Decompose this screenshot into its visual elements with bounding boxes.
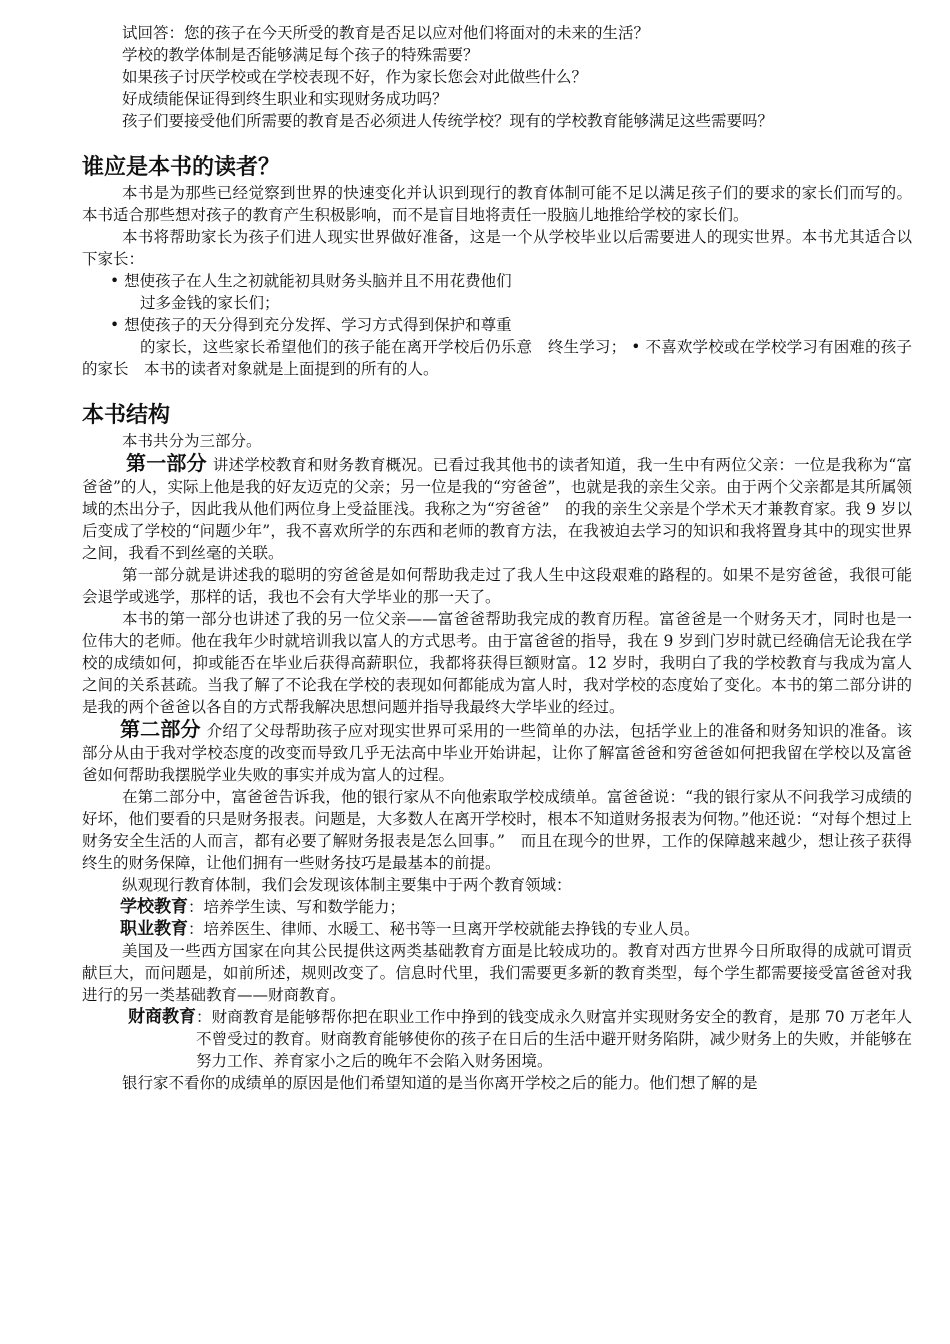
readers-paragraph-1: 本书是为那些已经觉察到世界的快速变化并认识到现行的教育体制可能不足以满足孩子们的要求的家长们而写的。本书适合那些想对孩子的教育产生积极影响，而不是盲目地将责任一股脑儿地推给学校的家长们。: [82, 184, 912, 224]
school-education-label: 学校教育: [120, 897, 188, 917]
part1-paragraph: [82, 452, 912, 564]
financial-education-block: [128, 1006, 912, 1072]
part2-paragraph: [82, 718, 912, 786]
readers-heading: 谁应是本书的读者？: [82, 155, 281, 180]
part2-label: 第二部分: [120, 717, 201, 741]
part1-paragraph-3: 本书的第一部分也讲述了我的另一位父亲——富爸爸帮助我完成的教育历程。富爸爸是一个财务天才，同时也是一位伟大的老师。他在我年少时就培训我以富人的方式思考。由于富爸爸的指导，我在 9 岁到门岁时就已经确信无论我在学校的成绩如何，抑或能否在毕业后获得高薪职位，我都将获得巨额财富。12 岁时，我明白了我的学校教育与我成为富人之间的关系甚疏。当我了解了不论我在学校的表现如何都能成为富人时，我对学校的态度始了变化。本书的第二部分讲的是我的两个爸爸以各自的方式帮我解决思想问题并指导我最终大学毕业的经过。: [82, 610, 912, 716]
school-education-text: ：培养学生读、写和数学能力；: [188, 898, 406, 916]
question-5: 孩子们要接受他们所需要的教育是否必须进人传统学校？现有的学校教育能够满足这些需要吗？: [122, 112, 774, 130]
part1-text: 讲述学校教育和财务教育概况。已看过我其他书的读者知道，我一生中有两位父亲：一位是我称为“富爸爸”的人，实际上他是我的好友迈克的父亲；另一位是我的“穷爸爸”，也就是我的亲生父亲。由于两个父亲都是其所属领域的杰出分子，因此我从他们两位身上受益匪浅。我称之为“穷爸爸” 的我的亲生父亲是个学术天才兼教育家。我 9 岁以后变成了学校的“问题少年”，我不喜欢所学的东西和老师的教育方法，在我被迫去学习的知识和我将置身其中的现实世界之间，我看不到丝毫的关联。: [82, 456, 912, 562]
part2-paragraph-2: 在第二部分中，富爸爸告诉我，他的银行家从不向他索取学校成绩单。富爸爸说：“我的银行家从不问我学习成绩的好坏，他们要看的只是财务报表。问题是，大多数人在离开学校时，根本不知道财务报表为何物。”他还说：“对每个想过上财务安全生活的人而言，都有必要了解财务报表是怎么回事。” 而且在现今的世界，工作的保障越来越少，想让孩子获得终生的财务保障，让他们拥有一些财务技巧是最基本的前提。: [82, 788, 912, 872]
question-3: 如果孩子讨厌学校或在学校表现不好，作为家长您会对此做些什么？: [122, 68, 588, 86]
structure-intro: 本书共分为三部分。: [122, 432, 262, 450]
part2-paragraph-3: 纵观现行教育体制，我们会发现该体制主要集中于两个教育领域：: [122, 876, 572, 894]
readers-bullet-2-line-1: • 想使孩子的天分得到充分发挥、学习方式得到保护和尊重: [110, 316, 512, 334]
document-page: [82, 22, 912, 1094]
part1-label: 第一部分: [126, 451, 207, 475]
part1-paragraph-2: 第一部分就是讲述我的聪明的穷爸爸是如何帮助我走过了我人生中这段艰难的路程的。如果不是穷爸爸，我很可能会退学或逃学，那样的话，我也不会有大学毕业的那一天了。: [82, 566, 912, 606]
career-education-text: ：培养医生、律师、水暖工、秘书等一旦离开学校就能去挣钱的专业人员。: [188, 920, 700, 938]
part2-text: 介绍了父母帮助孩子应对现实世界可采用的一些简单的办法，包括学业上的准备和财务知识的准备。该部分从由于我对学校态度的改变而导致几乎无法高中毕业开始讲起，让你了解富爸爸和穷爸爸如何把我留在学校以及富爸爸如何帮助我摆脱学业失败的事实并成为富人的过程。: [82, 722, 912, 784]
financial-education-text: ：财商教育是能够帮你把在职业工作中挣到的钱变成永久财富并实现财务安全的教育，是那 70 万老年人不曾受过的教育。财商教育能够使你的孩子在日后的生活中避开财务陷阱，减少财务上的失败，并能够在努力工作、养育家小之后的晚年不会陷入财务困境。: [196, 1008, 912, 1070]
part2-paragraph-4: 美国及一些西方国家在向其公民提供这两类基础教育方面是比较成功的。教育对西方世界今日所取得的成就可谓贡献巨大，而问题是，如前所述，规则改变了。信息时代里，我们需要更多新的教育类型，每个学生都需要接受富爸爸对我进行的另一类基础教育——财商教育。: [82, 942, 912, 1004]
question-1: 试回答：您的孩子在今天所受的教育是否足以应对他们将面对的未来的生活？: [122, 24, 650, 42]
readers-bullet-2-continued: 的家长，这些家长希望他们的孩子能在离开学校后仍乐意 终生学习； • 不喜欢学校或在学校学习有困难的孩子的家长 本书的读者对象就是上面提到的所有的人。: [82, 338, 912, 378]
readers-bullet-1-line-1: • 想使孩子在人生之初就能初具财务头脑并且不用花费他们: [110, 272, 512, 290]
structure-heading: 本书结构: [82, 403, 171, 428]
last-paragraph: 银行家不看你的成绩单的原因是他们希望知道的是当你离开学校之后的能力。他们想了解的是: [122, 1074, 758, 1092]
question-2: 学校的教学体制是否能够满足每个孩子的特殊需要？: [122, 46, 479, 64]
readers-bullet-1-line-2: 过多金钱的家长们；: [140, 294, 280, 312]
career-education-line: [82, 918, 912, 940]
financial-education-label: 财商教育: [128, 1007, 196, 1027]
school-education-line: [82, 896, 912, 918]
career-education-label: 职业教育: [120, 919, 188, 939]
question-4: 好成绩能保证得到终生职业和实现财务成功吗？: [122, 90, 448, 108]
readers-paragraph-2: 本书将帮助家长为孩子们进人现实世界做好准备，这是一个从学校毕业以后需要进人的现实世界。本书尤其适合以下家长：: [82, 228, 912, 268]
